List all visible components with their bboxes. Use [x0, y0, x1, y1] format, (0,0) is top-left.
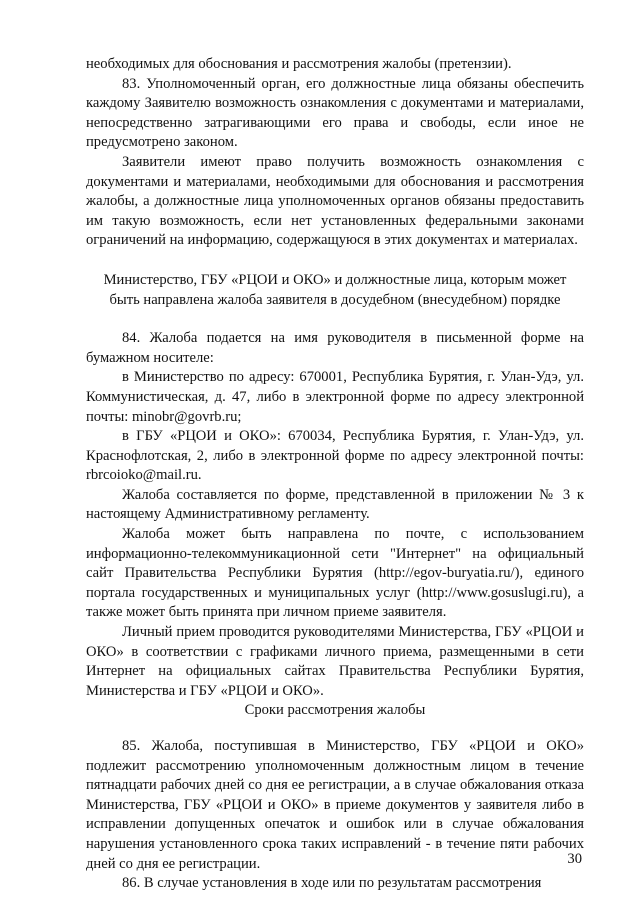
- heading-line-1: Министерство, ГБУ «РЦОИ и ОКО» и должностные лица, которым может: [103, 271, 567, 288]
- heading-line-2: быть направлена жалоба заявителя в досудебном (внесудебном) порядке: [109, 291, 561, 308]
- paragraph-86: 86. В случае установления в ходе или по результатам рассмотрения: [122, 875, 542, 892]
- document-page: [86, 55, 584, 894]
- paragraph-84-personal-reception: Личный прием проводится руководителями Министерства, ГБУ «РЦОИ и ОКО» в соответствии с графиками личного приема, размещенными в сети Интернет на официальных сайтах Правительства Республики Бурятия, Министерства и ГБУ «РЦОИ и ОКО».: [86, 624, 584, 699]
- paragraph-84-form: Жалоба составляется по форме, представленной в приложении № 3 к настоящему Административному регламенту.: [86, 486, 584, 523]
- section-heading-complaint-addressees: [86, 271, 584, 310]
- paragraph-85: 85. Жалоба, поступившая в Министерство, ГБУ «РЦОИ и ОКО» подлежит рассмотрению уполномоченным должностным лицом в течение пятнадцати рабочих дней со дня ее регистрации, а в случае обжалования отказа Министерства, ГБУ «РЦОИ и ОКО» в приеме документов у заявителя либо в исправлении допущенных опечаток и ошибок или в случае обжалования нарушения установленного срока таких исправлений - в течение пяти рабочих дней со дня ее регистрации.: [86, 738, 584, 872]
- paragraph-84-ministry-address: в Министерство по адресу: 670001, Республика Бурятия, г. Улан-Удэ, ул. Коммунистическая, д. 47, либо в электронной форме по адресу электронной почты: minobr@govrb.ru;: [86, 369, 584, 425]
- paragraph-83: 83. Уполномоченный орган, его должностные лица обязаны обеспечить каждому Заявителю возможность ознакомления с документами и материалами, непосредственно затрагивающими его права и свободы, если иное не предусмотрено законом.: [86, 75, 584, 151]
- paragraph-84-rcoi-address: в ГБУ «РЦОИ и ОКО»: 670034, Республика Бурятия, г. Улан-Удэ, ул. Краснофлотская, 2, либо в электронной форме по адресу электронной почты: rbrcoioko@mail.ru.: [86, 428, 584, 484]
- paragraph-84-channels: Жалоба может быть направлена по почте, с использованием информационно-телекоммуникационной сети "Интернет" на официальный сайт Правительства Республики Бурятия (http://egov-buryatia.ru/), единого портала государственных и муниципальных услуг (http://www.gosuslugi.ru), а также может быть принята при личном приеме заявителя.: [86, 526, 584, 621]
- spacer: [86, 310, 584, 329]
- paragraph-84: 84. Жалоба подается на имя руководителя в письменной форме на бумажном носителе:: [86, 330, 584, 366]
- spacer: [86, 251, 584, 271]
- spacer: [86, 721, 584, 737]
- page-number: 30: [567, 851, 582, 867]
- paragraph-continuation: необходимых для обоснования и рассмотрения жалобы (претензии).: [86, 56, 512, 72]
- section-heading-review-terms: Сроки рассмотрения жалобы: [244, 702, 426, 719]
- paragraph-83-applicants: Заявители имеют право получить возможность ознакомления с документами и материалами, необходимыми для обоснования и рассмотрения жалобы, а должностные лица уполномоченных органов обязаны предоставить им такую возможность, если нет установленных федеральными законами ограничений на информацию, содержащуюся в этих документах и материалах.: [86, 153, 584, 249]
